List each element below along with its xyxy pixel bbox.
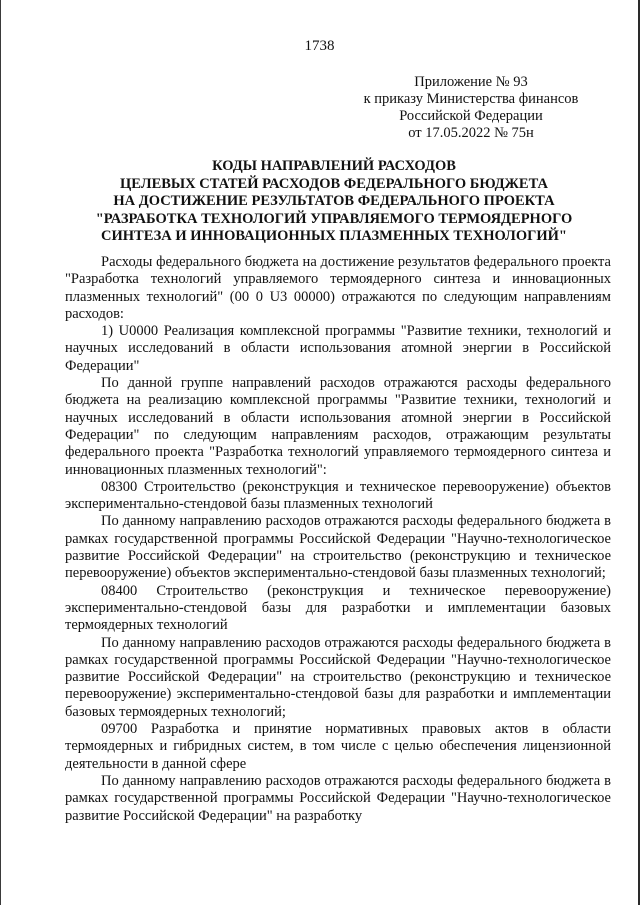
paragraph: Расходы федерального бюджета на достижение результатов федерального проекта "Разработка технологий управляемого термоядерного синтеза и инновационных плазменных технологий" (00 0 U3 00000) отражаются по следующим направлениям расходов: — [65, 254, 611, 322]
appendix-line: Приложение № 93 — [414, 74, 528, 90]
page-number: 1738 — [304, 38, 335, 54]
title-line: НА ДОСТИЖЕНИЕ РЕЗУЛЬТАТОВ ФЕДЕРАЛЬНОГО ПРОЕКТА — [113, 193, 555, 209]
title-line: ЦЕЛЕВЫХ СТАТЕЙ РАСХОДОВ ФЕДЕРАЛЬНОГО БЮДЖЕТА — [120, 175, 548, 192]
paragraph: 08300 Строительство (реконструкция и техническое перевооружение) объектов экспериментально-стендовой базы плазменных технологий — [65, 478, 611, 513]
appendix-line: от 17.05.2022 № 75н — [408, 125, 534, 141]
title-line: "РАЗРАБОТКА ТЕХНОЛОГИЙ УПРАВЛЯЕМОГО ТЕРМОЯДЕРНОГО — [95, 210, 573, 227]
document-body — [65, 254, 611, 825]
appendix-reference — [331, 74, 611, 142]
appendix-line: к приказу Министерства финансов — [363, 91, 579, 107]
paragraph: По данной группе направлений расходов отражаются расходы федерального бюджета на реализацию комплексной программы "Развитие техники, технологий и научных исследований в области использования атомной энергии в Российской Федерации" по следующим направлениям расходов, отражающим результаты федерального проекта "Разработка технологий управляемого термоядерного синтеза и инновационных плазменных технологий": — [65, 375, 611, 478]
paragraph: 09700 Разработка и принятие нормативных правовых актов в области термоядерных и гибридных систем, в том числе с целью обеспечения лицензионной деятельности в данной сфере — [65, 721, 611, 772]
title-line: СИНТЕЗА И ИННОВАЦИОННЫХ ПЛАЗМЕННЫХ ТЕХНОЛОГИЙ" — [101, 228, 567, 244]
document-title — [61, 158, 607, 246]
paragraph: 08400 Строительство (реконструкция и техническое перевооружение) экспериментально-стендовой базы для разработки и имплементации базовых термоядерных технологий — [65, 582, 611, 634]
paragraph: 1) U0000 Реализация комплексной программы "Развитие техники, технологий и научных исследований в области использования атомной энергии в Российской Федерации" — [65, 323, 611, 374]
paragraph: По данному направлению расходов отражаются расходы федерального бюджета в рамках государственной программы Российской Федерации "Научно-технологическое развитие Российской Федерации" на строительство (реконструкцию и техническое перевооружение) объектов экспериментально-стендовой базы плазменных технологий; — [65, 513, 611, 582]
paragraph: По данному направлению расходов отражаются расходы федерального бюджета в рамках государственной программы Российской Федерации "Научно-технологическое развитие Российской Федерации" на разработку — [65, 772, 611, 824]
paragraph: По данному направлению расходов отражаются расходы федерального бюджета в рамках государственной программы Российской Федерации "Научно-технологическое развитие Российской Федерации" на строительство (реконструкцию и техническое перевооружение) экспериментально-стендовой базы для разработки и имплементации базовых термоядерных технологий; — [65, 634, 611, 720]
title-line: КОДЫ НАПРАВЛЕНИЙ РАСХОДОВ — [212, 158, 456, 174]
appendix-line: Российской Федерации — [399, 108, 543, 124]
